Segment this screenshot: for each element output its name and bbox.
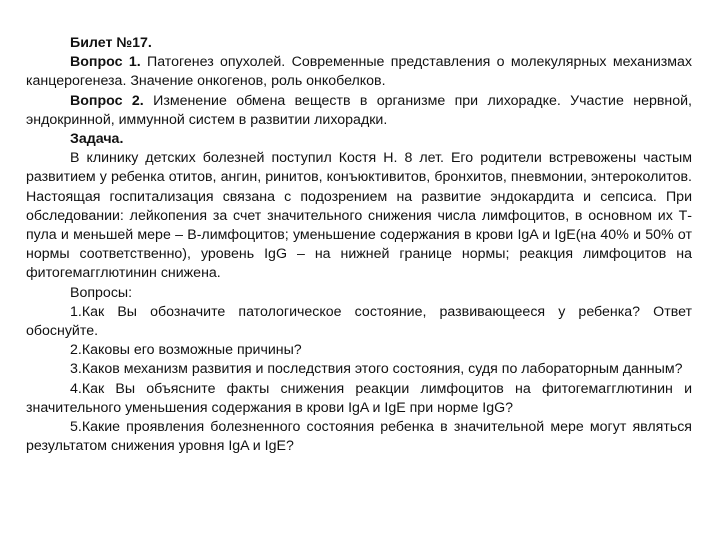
task-question-1: 1.Как Вы обозначите патологическое состояние, развивающееся у ребенка? Ответ обоснуйте. bbox=[26, 303, 692, 340]
task-question-5: 5.Какие проявления болезненного состояния ребенка в значительной мере могут являться результатом снижения уровня IgA и IgE? bbox=[26, 419, 692, 455]
task-label: Задача. bbox=[70, 131, 124, 148]
questions-label: Вопросы: bbox=[70, 284, 133, 301]
ticket-title: Билет №17. bbox=[70, 35, 152, 51]
question-1-label: Вопрос 1. bbox=[70, 54, 141, 71]
question-1-text: Патогенез опухолей. Современные представления о молекулярных механизмах канцерогенеза. Значение онкогенов, роль онкобелков. bbox=[26, 54, 692, 90]
task-question-3: 3.Каков механизм развития и последствия этого состояния, судя по лабораторным данным? bbox=[70, 361, 683, 378]
question-2-label: Вопрос 2. bbox=[70, 92, 144, 109]
question-2-text: Изменение обмена веществ в организме при лихорадке. Участие нервной, эндокринной, иммунной систем в развитии лихорадки. bbox=[26, 92, 692, 128]
task-question-2: 2.Каковы его возможные причины? bbox=[70, 342, 302, 359]
question-2 bbox=[26, 92, 692, 130]
task-question-4: 4.Как Вы объясните факты снижения реакции лимфоцитов на фитогемагглютинин и значительного уменьшения содержания в крови IgA и IgE при норме IgG? bbox=[26, 380, 692, 416]
question-1 bbox=[26, 53, 692, 91]
exam-ticket bbox=[26, 34, 692, 456]
task-case: В клинику детских болезней поступил Костя Н. 8 лет. Его родители встревожены частым развитием у ребенка отитов, ангин, ринитов, конъюктивитов, бронхитов, пневмонии, энтероколитов. Настоящая госпитализация связана с подозрением на развитие эндокардита и сепсиса. При обследовании: лейкопения за счет значительного снижения числа лимфоцитов, в основном их Т-пула и меньшей мере – В-лимфоцитов; уменьшение содержания в крови IgA и IgE(на 40% и 50% от нормы соответственно), уровень IgG – на нижней границе нормы; реакция лимфоцитов на фитогемагглютинин снижена. bbox=[26, 150, 692, 282]
